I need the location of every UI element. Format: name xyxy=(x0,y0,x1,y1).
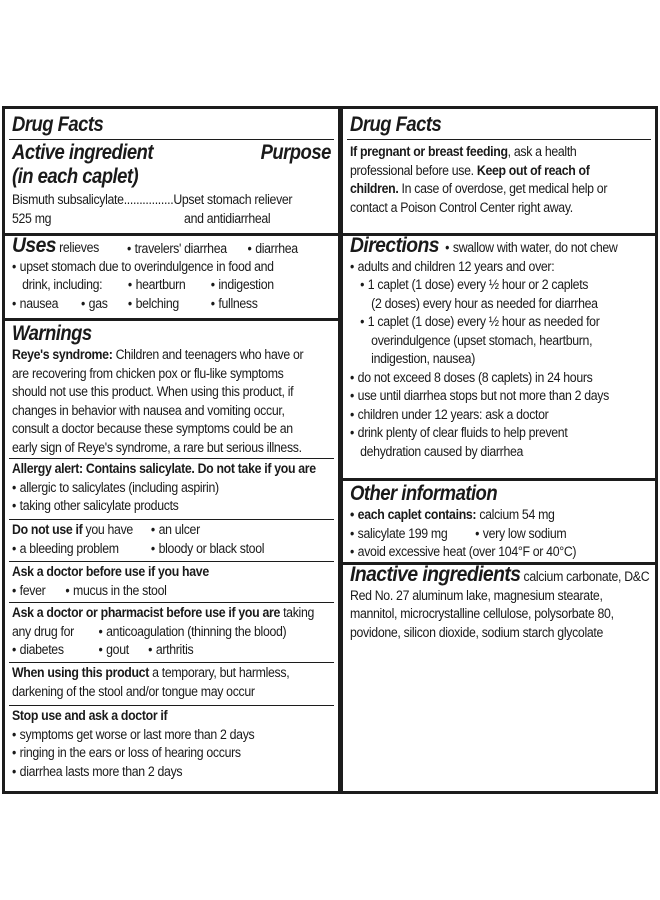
ask-pharmacist-text: any drug for xyxy=(12,623,74,639)
overdose-text: In case of overdose, get medical help or xyxy=(401,181,608,196)
ingredient-name: Bismuth subsalicylate xyxy=(12,192,124,207)
stop-use-label: Stop use and ask a doctor if xyxy=(12,708,168,723)
reye-text: changes in behavior with nausea and vomiting occur, xyxy=(12,402,285,418)
pregnancy-text: professional before use. xyxy=(350,162,474,178)
do-not-use-section xyxy=(5,521,338,558)
leader-dots: ................ xyxy=(123,192,174,207)
allergy-item: • taking other salicylate products xyxy=(12,497,305,516)
other-info-label: • each caplet contains: xyxy=(350,507,476,522)
when-using-section xyxy=(5,664,338,701)
warnings-heading: Warnings xyxy=(12,322,92,345)
other-info-item: • salicylate 199 mg xyxy=(350,526,447,541)
stop-use-item: • ringing in the ears or loss of hearing occurs xyxy=(12,744,305,763)
other-info-item: • very low sodium xyxy=(475,525,566,544)
other-info-text: calcium 54 mg xyxy=(479,507,555,522)
inactive-ingredients-section xyxy=(343,562,655,642)
when-using-text: a temporary, but harmless, xyxy=(152,665,290,680)
active-ingredient-heading: Active ingredient xyxy=(12,141,153,164)
do-not-use-text: you have xyxy=(85,522,133,537)
reye-text: are recovering from chicken pox or flu-like symptoms xyxy=(12,365,284,381)
use-item: • heartburn xyxy=(128,276,186,295)
reye-text: consult a doctor because these symptoms could be an xyxy=(12,421,293,436)
uses-section xyxy=(5,233,338,313)
pregnancy-label: If pregnant or breast feeding xyxy=(350,144,508,159)
stop-use-item: • symptoms get worse or last more than 2 days xyxy=(12,726,305,745)
inactive-ingredients-text: calcium carbonate, D&C xyxy=(523,569,650,584)
reye-text: early sign of Reye's syndrome, a rare but serious illness. xyxy=(12,439,302,455)
use-item: • travelers' diarrhea xyxy=(127,240,227,259)
active-ingredient-section xyxy=(5,141,338,226)
purpose-heading: Purpose xyxy=(260,141,331,164)
use-item: • gas xyxy=(81,295,108,314)
ask-doctor-label: Ask a doctor before use if you have xyxy=(12,564,209,579)
do-not-use-item: • a bleeding problem xyxy=(12,541,119,556)
pregnancy-section xyxy=(343,143,655,217)
ask-pharmacist-item: • diabetes xyxy=(12,642,64,657)
allergy-label: Allergy alert: Contains salicylate. Do not take if you are xyxy=(12,461,316,476)
ask-doctor-item: • mucus in the stool xyxy=(65,582,166,601)
drug-facts-header-continued xyxy=(343,113,655,137)
purpose-text-2: and antidiarrheal xyxy=(184,210,271,226)
use-item: • diarrhea xyxy=(248,240,298,259)
use-item: • fullness xyxy=(211,295,258,314)
ask-pharmacist-text: taking xyxy=(283,605,315,620)
reye-text: should not use this product. When using this product, if xyxy=(12,384,294,399)
do-not-use-label: Do not use if xyxy=(12,522,83,537)
direction-item: • children under 12 years: ask a doctor xyxy=(350,406,624,425)
inactive-ingredients-text: povidone, silicon dioxide, sodium starch glycolate xyxy=(350,624,604,640)
inactive-ingredients-text: mannitol, microcrystalline cellulose, polysorbate 80, xyxy=(350,606,614,621)
ask-doctor-section xyxy=(5,563,338,600)
direction-subitem: • 1 caplet (1 dose) every ½ hour or 2 caplets xyxy=(350,276,624,295)
inactive-ingredients-text: Red No. 27 aluminum lake, magnesium stearate, xyxy=(350,587,603,603)
directions-heading: Directions xyxy=(350,234,439,257)
directions-section xyxy=(343,233,655,461)
direction-item: • drink plenty of clear fluids to help prevent xyxy=(350,424,624,443)
ask-pharmacist-item: • arthritis xyxy=(148,641,193,660)
drug-facts-left-panel xyxy=(2,106,341,794)
ask-pharmacist-item: • anticoagulation (thinning the blood) xyxy=(98,623,286,642)
ingredient-row xyxy=(12,191,305,210)
ask-pharmacist-section xyxy=(5,604,338,660)
when-using-text: darkening of the stool and/or tongue may occur xyxy=(12,683,255,699)
do-not-use-item: • an ulcer xyxy=(151,521,200,540)
direction-item: • do not exceed 8 doses (8 caplets) in 24 hours xyxy=(350,369,624,388)
stop-use-section xyxy=(5,707,338,781)
direction-subitem-cont: (2 doses) every hour as needed for diarrhea xyxy=(371,295,598,311)
keep-out-label: Keep out of reach of xyxy=(476,162,590,178)
direction-item-cont: dehydration caused by diarrhea xyxy=(360,443,524,459)
direction-item: • adults and children 12 years and over: xyxy=(350,258,624,277)
warnings-section xyxy=(5,318,338,457)
use-item: • indigestion xyxy=(211,276,274,295)
when-using-label: When using this product xyxy=(12,665,149,680)
ask-pharmacist-label: Ask a doctor or pharmacist before use if you are xyxy=(12,605,280,620)
direction-subitem-cont: overindulgence (upset stomach, heartburn, xyxy=(371,332,593,348)
do-not-use-item: • bloody or black stool xyxy=(151,540,264,559)
direction-item: • use until diarrhea stops but not more than 2 days xyxy=(350,387,624,406)
active-ingredient-subheading: (in each caplet) xyxy=(12,165,139,188)
inactive-ingredients-heading: Inactive ingredients xyxy=(350,563,521,586)
drug-facts-header xyxy=(5,113,338,137)
use-item: • upset stomach due to overindulgence in food and xyxy=(12,258,305,277)
pregnancy-text: , ask a health xyxy=(507,144,577,159)
direction-subitem-cont: indigestion, nausea) xyxy=(371,351,475,366)
other-info-item: • avoid excessive heat (over 104°F or 40°C) xyxy=(350,543,624,562)
allergy-item: • allergic to salicylates (including aspirin) xyxy=(12,479,305,498)
uses-intro: relieves xyxy=(59,240,99,255)
other-information-section xyxy=(343,478,655,562)
reye-label: Reye's syndrome: xyxy=(12,347,113,362)
use-item-cont: drink, including: xyxy=(22,277,103,292)
uses-heading: Uses xyxy=(12,234,56,257)
direction-subitem: • 1 caplet (1 dose) every ½ hour as needed for xyxy=(350,313,624,332)
ask-doctor-item: • fever xyxy=(12,583,45,598)
allergy-alert-section xyxy=(5,460,338,516)
use-item: • belching xyxy=(128,295,179,314)
drug-facts-title: Drug Facts xyxy=(350,113,442,136)
direction-item: • swallow with water, do not chew xyxy=(445,240,617,255)
ask-pharmacist-item: • gout xyxy=(98,641,128,660)
ingredient-amount-row xyxy=(12,210,334,229)
drug-facts-title: Drug Facts xyxy=(12,113,104,136)
reye-text: Children and teenagers who have or xyxy=(115,347,304,362)
overdose-text: contact a Poison Control Center right away. xyxy=(350,199,573,215)
ingredient-amount: 525 mg xyxy=(12,210,52,226)
other-information-heading: Other information xyxy=(350,482,498,505)
drug-facts-right-panel xyxy=(340,106,658,794)
use-item: • nausea xyxy=(12,296,58,311)
stop-use-item: • diarrhea lasts more than 2 days xyxy=(12,763,305,782)
purpose-text: Upset stomach reliever xyxy=(173,192,293,207)
keep-out-label: children. xyxy=(350,181,399,196)
